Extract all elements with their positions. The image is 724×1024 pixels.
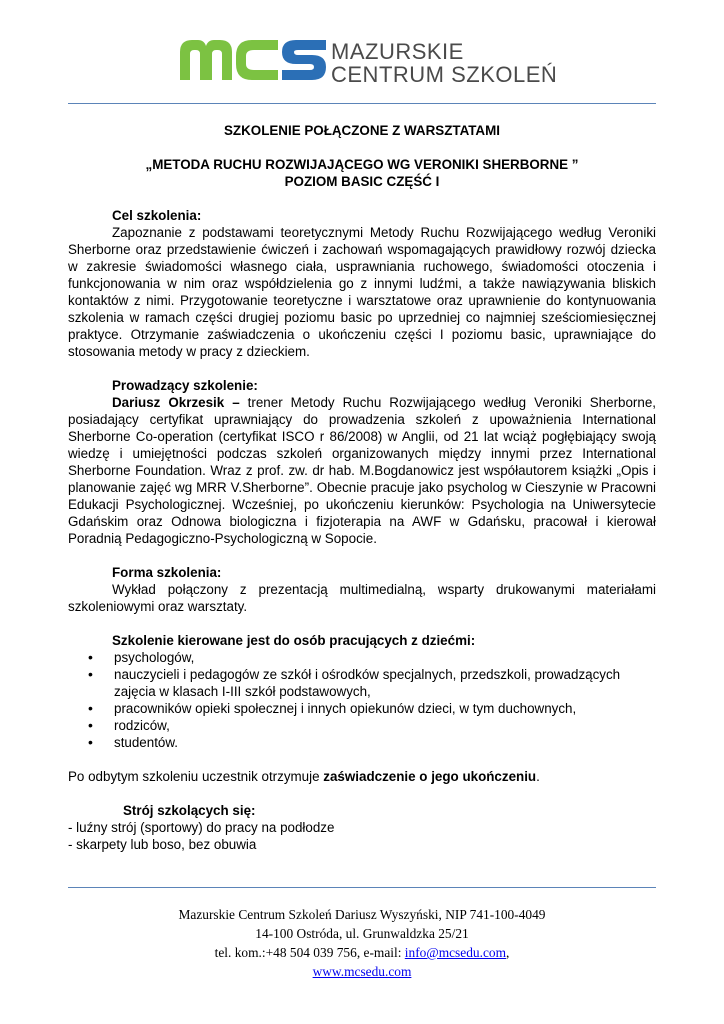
list-item: • pracowników opieki społecznej i innych opiekunów dzieci, w tym duchownych, (68, 700, 656, 717)
audience-heading: Szkolenie kierowane jest do osób pracujących z dziećmi: (112, 633, 476, 648)
dress-heading: Strój szkolących się: (123, 803, 256, 818)
mcs-logo-mark-icon (178, 34, 328, 90)
dress-line2: - skarpety lub boso, bez obuwia (68, 837, 257, 852)
trainer-name: Dariusz Okrzesik – (112, 395, 240, 410)
goal-text: Zapoznanie z podstawami teoretycznymi Metody Ruchu Rozwijającego według Veroniki Sherborne oraz przedstawienie ćwiczeń i zachowań wspomagających prawidłowy rozwój dziecka w zakresie świadomości własnego ciała, usprawniania ruchowego, świadomości otoczenia i funkcjonowania w nim oraz współdzielenia go z innymi ludźmi, a także nawiązywania bliskich kontaktów z nimi. Przygotowanie teoretyczne i warsztatowe oraz uprawnienie do kontynuowania szkolenia w ramach części drugiej poziomu basic po uprzedniej co najmniej sześciomiesięcznej praktyce. Otrzymanie zaświadczenia o ukończeniu części I poziomu basic, uprawniające do stosowania metody w pracy z dzieckiem. (68, 225, 656, 359)
footer-line2: 14-100 Ostróda, ul. Grunwaldzka 25/21 (255, 926, 469, 941)
certificate-prefix: Po odbytym szkoleniu uczestnik otrzymuje (68, 769, 324, 784)
email-link[interactable]: info@mcsedu.com (404, 945, 507, 960)
list-item: • studentów. (68, 734, 656, 751)
form-heading: Forma szkolenia: (112, 565, 222, 580)
form-text: Wykład połączony z prezentacją multimedialną, wsparty drukowanymi materiałami szkoleniowymi oraz warsztaty. (68, 582, 656, 614)
footer-comma: , (506, 945, 510, 960)
trainer-text: trener Metody Ruchu Rozwijającego według Veroniki Sherborne, posiadający certyfikat uprawniający do prowadzenia szkoleń z upoważnienia International Sherborne Co-operation (certyfikat ISCO r 86/2008) w Anglii, od 21 lat wciąż pogłębiający swoją wiedzę i umiejętności podczas szkoleń organizowanych między innymi przez International Sherborne Foundation. Wraz z prof. zw. dr hab. M.Bogdanowicz jest współautorem książki „Opis i planowanie zajęć wg MRR V.Sherborne”. Obecnie pracuje jako psycholog w Cieszynie w Pracowni Edukacji Psychologicznej. Wcześniej, po ukończeniu kierunków: Psychologia na Uniwersytecie Gdańskim oraz Odnowa biologiczna i fizjoterapia na AWF w Gdańsku, pracował i kierował Poradnią Pedagogiczno-Psychologiczną w Sopocie. (68, 395, 656, 546)
title-line1: SZKOLENIE POŁĄCZONE Z WARSZTATAMI (224, 123, 500, 138)
list-item: • nauczycieli i pedagogów ze szkół i ośrodków specjalnych, przedszkoli, prowadzących zajęcia w klasach I-III szkół podstawowych, (68, 666, 656, 700)
footer (68, 905, 656, 981)
certificate-bold: zaświadczenie o jego ukończeniu (323, 769, 537, 784)
goal-heading: Cel szkolenia: (112, 208, 202, 223)
brand-name-line1: MAZURSKIE (331, 39, 464, 64)
footer-line1: Mazurskie Centrum Szkoleń Dariusz Wyszyński, NIP 741-100-4049 (178, 907, 546, 922)
list-item: • rodziców, (68, 717, 656, 734)
footer-phone: tel. kom.:+48 504 039 756, e-mail: (214, 945, 405, 960)
header-divider (68, 103, 656, 104)
website-link[interactable]: www.mcsedu.com (312, 964, 412, 979)
brand-name (331, 40, 557, 86)
audience-list (68, 649, 656, 751)
title-line3: POZIOM BASIC CZĘŚĆ I (284, 174, 440, 189)
brand-name-line2: CENTRUM SZKOLEŃ (331, 62, 558, 87)
trainer-heading: Prowadzący szkolenie: (112, 378, 258, 393)
dress-line1: - luźny strój (sportowy) do pracy na podłodze (68, 820, 335, 835)
certificate-note (68, 768, 656, 785)
footer-line3 (68, 943, 656, 962)
trainer-paragraph (68, 394, 656, 547)
title-line2: „METODA RUCHU ROZWIJAJĄCEGO WG VERONIKI SHERBORNE ” (145, 157, 579, 172)
list-item: • psychologów, (68, 649, 656, 666)
certificate-suffix: . (536, 769, 540, 784)
footer-divider (68, 887, 656, 888)
document-body (68, 118, 656, 853)
